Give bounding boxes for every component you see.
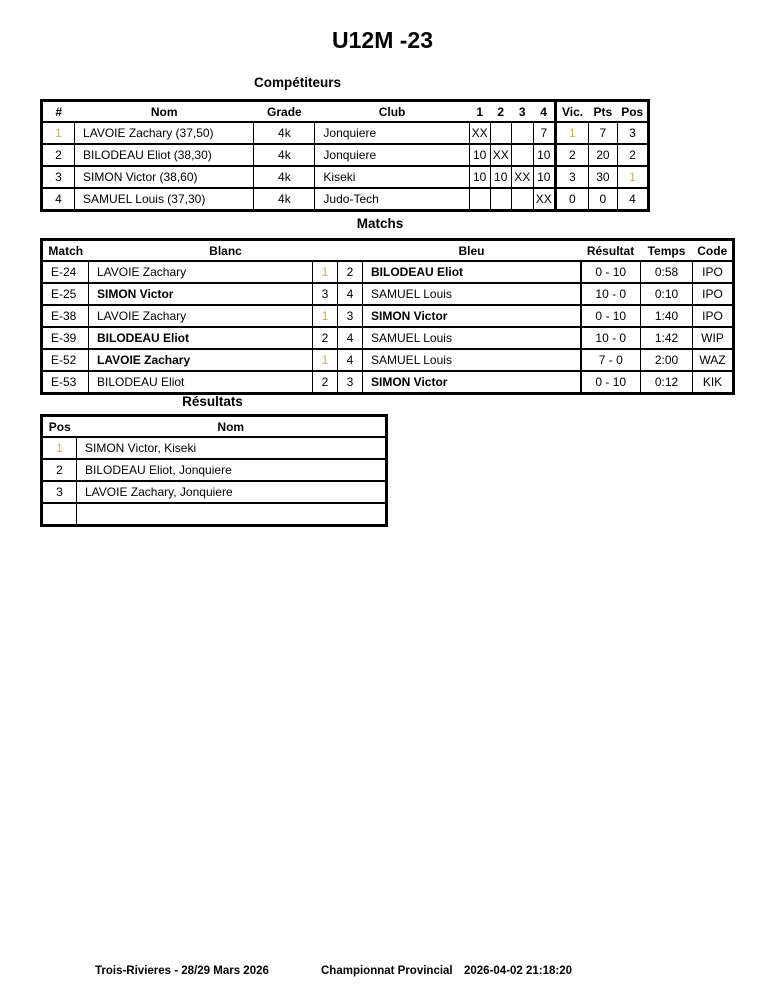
blue-player-name: SIMON Victor <box>363 305 581 327</box>
blue-player-number: 4 <box>338 283 363 305</box>
match-time: 1:40 <box>641 305 693 327</box>
blue-player-number: 3 <box>338 371 363 394</box>
result-name <box>77 503 387 526</box>
blue-player-name: BILODEAU Eliot <box>363 261 581 283</box>
result-row <box>42 503 387 526</box>
competitor-club: Jonquiere <box>315 122 469 144</box>
match-row <box>42 283 734 305</box>
match-id: E-38 <box>42 305 89 327</box>
header-round-2: 2 <box>490 101 511 123</box>
competitor-grade: 4k <box>254 144 315 166</box>
competitor-position: 1 <box>617 166 648 188</box>
competitor-number: 2 <box>42 144 75 166</box>
competitor-name: LAVOIE Zachary (37,50) <box>75 122 254 144</box>
match-code: KIK <box>693 371 734 394</box>
score-vs-3 <box>511 122 533 144</box>
blue-player-number: 4 <box>338 349 363 371</box>
header-match: Match <box>42 240 89 262</box>
header-temps: Temps <box>641 240 693 262</box>
results-section-title: Résultats <box>182 394 243 409</box>
result-position: 3 <box>42 481 77 503</box>
match-result: 10 - 0 <box>581 327 641 349</box>
score-vs-4: 10 <box>533 166 555 188</box>
score-vs-2: XX <box>490 144 511 166</box>
header-round-4: 4 <box>533 101 555 123</box>
score-vs-1: XX <box>469 122 490 144</box>
header-round-3: 3 <box>511 101 533 123</box>
competitor-name: BILODEAU Eliot (38,30) <box>75 144 254 166</box>
match-time: 1:42 <box>641 327 693 349</box>
match-code: WIP <box>693 327 734 349</box>
competitor-name: SAMUEL Louis (37,30) <box>75 188 254 211</box>
match-time: 2:00 <box>641 349 693 371</box>
match-result: 7 - 0 <box>581 349 641 371</box>
header-code: Code <box>693 240 734 262</box>
match-row <box>42 261 734 283</box>
score-vs-1: 10 <box>469 144 490 166</box>
header-points: Pts <box>588 101 617 123</box>
header-pos: Pos <box>42 416 77 438</box>
blue-player-name: SAMUEL Louis <box>363 283 581 305</box>
blue-player-number: 2 <box>338 261 363 283</box>
score-vs-2 <box>490 188 511 211</box>
header-blanc: Blanc <box>89 240 363 262</box>
header-bleu: Bleu <box>363 240 581 262</box>
competitor-grade: 4k <box>254 188 315 211</box>
match-result: 0 - 10 <box>581 371 641 394</box>
competitor-name: SIMON Victor (38,60) <box>75 166 254 188</box>
matches-header-row <box>42 240 734 262</box>
header-num: # <box>42 101 75 123</box>
competitor-position: 2 <box>617 144 648 166</box>
match-id: E-53 <box>42 371 89 394</box>
footer-location-date: Trois-Rivieres - 28/29 Mars 2026 <box>95 965 269 977</box>
competitor-grade: 4k <box>254 166 315 188</box>
white-player-number: 1 <box>313 305 338 327</box>
match-id: E-25 <box>42 283 89 305</box>
score-vs-1: 10 <box>469 166 490 188</box>
score-vs-3 <box>511 144 533 166</box>
competitor-club: Kiseki <box>315 166 469 188</box>
score-vs-4: 7 <box>533 122 555 144</box>
white-player-name: BILODEAU Eliot <box>89 327 313 349</box>
match-result: 0 - 10 <box>581 305 641 327</box>
white-player-name: LAVOIE Zachary <box>89 349 313 371</box>
match-id: E-52 <box>42 349 89 371</box>
footer-print-timestamp: 2026-04-02 21:18:20 <box>464 965 573 977</box>
competitor-points: 20 <box>588 144 617 166</box>
competitor-row <box>42 188 649 211</box>
score-vs-2 <box>490 122 511 144</box>
match-time: 0:12 <box>641 371 693 394</box>
score-vs-3: XX <box>511 166 533 188</box>
result-name: SIMON Victor, Kiseki <box>77 437 387 459</box>
header-grade: Grade <box>254 101 315 123</box>
white-player-name: BILODEAU Eliot <box>89 371 313 394</box>
match-row <box>42 349 734 371</box>
white-player-number: 2 <box>313 327 338 349</box>
footer-championship: Championnat Provincial <box>321 965 453 977</box>
competitor-points: 30 <box>588 166 617 188</box>
competitor-number: 1 <box>42 122 75 144</box>
result-row <box>42 459 387 481</box>
header-round-1: 1 <box>469 101 490 123</box>
header-resultat: Résultat <box>581 240 641 262</box>
competitor-club: Judo-Tech <box>315 188 469 211</box>
competitor-row <box>42 166 649 188</box>
white-player-name: LAVOIE Zachary <box>89 261 313 283</box>
competitor-points: 7 <box>588 122 617 144</box>
matches-section-title: Matchs <box>356 216 404 231</box>
competitor-number: 3 <box>42 166 75 188</box>
white-player-name: SIMON Victor <box>89 283 313 305</box>
score-vs-2: 10 <box>490 166 511 188</box>
match-time: 0:58 <box>641 261 693 283</box>
match-id: E-24 <box>42 261 89 283</box>
competitor-grade: 4k <box>254 122 315 144</box>
blue-player-name: SIMON Victor <box>363 371 581 394</box>
category-title: U12M -23 <box>332 27 433 53</box>
white-player-number: 1 <box>313 349 338 371</box>
results-header-row <box>42 416 387 438</box>
competitor-victories: 2 <box>555 144 588 166</box>
white-player-name: LAVOIE Zachary <box>89 305 313 327</box>
result-position <box>42 503 77 526</box>
result-name: LAVOIE Zachary, Jonquiere <box>77 481 387 503</box>
competitor-position: 3 <box>617 122 648 144</box>
competitor-row <box>42 144 649 166</box>
match-code: WAZ <box>693 349 734 371</box>
result-name: BILODEAU Eliot, Jonquiere <box>77 459 387 481</box>
match-row <box>42 371 734 394</box>
competitors-table <box>40 99 650 212</box>
score-vs-1 <box>469 188 490 211</box>
score-vs-4: 10 <box>533 144 555 166</box>
blue-player-number: 4 <box>338 327 363 349</box>
match-result: 0 - 10 <box>581 261 641 283</box>
match-result: 10 - 0 <box>581 283 641 305</box>
white-player-number: 2 <box>313 371 338 394</box>
header-club: Club <box>315 101 469 123</box>
competitor-row <box>42 122 649 144</box>
white-player-number: 1 <box>313 261 338 283</box>
results-table <box>40 414 388 527</box>
competitors-header-row <box>42 101 649 123</box>
blue-player-number: 3 <box>338 305 363 327</box>
match-code: IPO <box>693 261 734 283</box>
score-vs-3 <box>511 188 533 211</box>
blue-player-name: SAMUEL Louis <box>363 327 581 349</box>
header-position: Pos <box>617 101 648 123</box>
header-victories: Vic. <box>555 101 588 123</box>
match-id: E-39 <box>42 327 89 349</box>
matches-table <box>40 238 735 395</box>
result-row <box>42 481 387 503</box>
competitor-points: 0 <box>588 188 617 211</box>
match-code: IPO <box>693 283 734 305</box>
white-player-number: 3 <box>313 283 338 305</box>
result-row <box>42 437 387 459</box>
match-row <box>42 305 734 327</box>
competitor-number: 4 <box>42 188 75 211</box>
match-code: IPO <box>693 305 734 327</box>
result-position: 1 <box>42 437 77 459</box>
competitor-position: 4 <box>617 188 648 211</box>
header-name: Nom <box>75 101 254 123</box>
match-row <box>42 327 734 349</box>
match-time: 0:10 <box>641 283 693 305</box>
competitor-victories: 1 <box>555 122 588 144</box>
score-vs-4: XX <box>533 188 555 211</box>
result-position: 2 <box>42 459 77 481</box>
competitors-section-title: Compétiteurs <box>253 75 341 90</box>
competitor-victories: 0 <box>555 188 588 211</box>
blue-player-name: SAMUEL Louis <box>363 349 581 371</box>
competitor-victories: 3 <box>555 166 588 188</box>
header-name: Nom <box>77 416 387 438</box>
competitor-club: Jonquiere <box>315 144 469 166</box>
